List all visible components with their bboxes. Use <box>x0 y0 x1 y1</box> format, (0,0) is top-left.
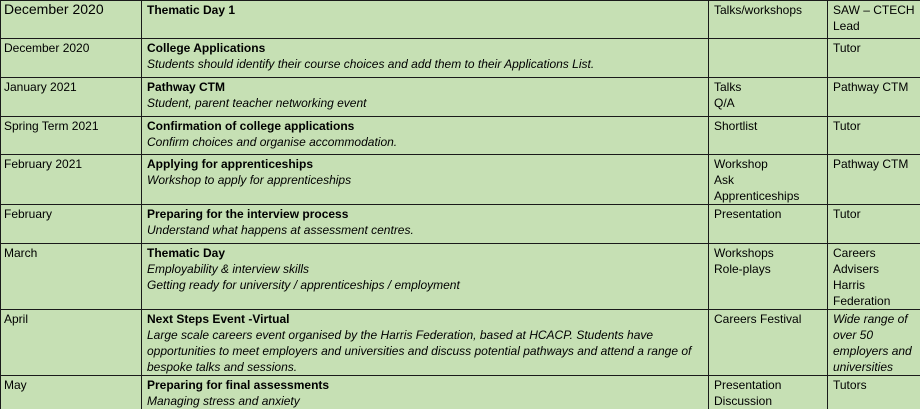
table-row <box>1 310 920 376</box>
activity-title: Thematic Day 1 <box>147 3 236 17</box>
activity-title: Next Steps Event -Virtual <box>147 312 290 326</box>
format-item: Role-plays <box>714 262 771 276</box>
table-row <box>1 155 920 205</box>
lead-item: Pathway CTM <box>833 80 909 94</box>
format-cell <box>709 117 828 155</box>
lead-cell <box>828 1 920 39</box>
date-cell: April <box>1 310 142 376</box>
lead-item: Wide range of <box>833 312 908 326</box>
format-cell <box>709 244 828 310</box>
activity-description: Students should identify their course choices and add them to their Applications List. <box>147 57 595 71</box>
lead-item: Harris <box>833 278 865 292</box>
activity-cell <box>142 1 709 39</box>
activity-description: Employability & interview skills <box>147 262 310 276</box>
format-cell <box>709 1 828 39</box>
activity-title: Confirmation of college applications <box>147 119 355 133</box>
lead-cell <box>828 310 920 376</box>
activity-title: Applying for apprenticeships <box>147 157 314 171</box>
activity-description: Getting ready for university / apprenticeships / employment <box>147 278 460 292</box>
date-cell: February <box>1 205 142 244</box>
lead-item: employers and <box>833 344 912 358</box>
table-row <box>1 244 920 310</box>
activity-title: College Applications <box>147 41 266 55</box>
lead-item: Careers <box>833 246 876 260</box>
activity-description: Large scale careers event organised by the Harris Federation, based at HCACP. Students have <box>147 328 654 342</box>
format-cell <box>709 205 828 244</box>
format-item: Ask <box>714 173 735 187</box>
activity-description: Confirm choices and organise accommodation. <box>147 135 398 149</box>
lead-cell <box>828 39 920 78</box>
activity-description: Workshop to apply for apprenticeships <box>147 173 352 187</box>
date-cell: December 2020 <box>1 1 142 39</box>
format-item: Shortlist <box>714 119 758 133</box>
activity-cell <box>142 78 709 117</box>
format-cell <box>709 39 828 78</box>
activity-cell <box>142 310 709 376</box>
activity-cell <box>142 155 709 205</box>
activity-cell <box>142 117 709 155</box>
activity-description: Managing stress and anxiety <box>147 394 300 408</box>
activity-description: Understand what happens at assessment centres. <box>147 223 414 237</box>
activity-cell <box>142 376 709 409</box>
date-cell: May <box>1 376 142 409</box>
lead-item: Lead <box>833 19 860 33</box>
table-row <box>1 117 920 155</box>
activity-description: bespoke talks and sessions. <box>147 360 298 374</box>
date-cell: February 2021 <box>1 155 142 205</box>
format-item: Apprenticeships <box>714 189 800 203</box>
lead-item: universities <box>833 360 894 374</box>
lead-item: over 50 <box>833 328 874 342</box>
format-cell <box>709 376 828 409</box>
activity-description: opportunities to meet employers and universities and discuss potential pathways and attend a range of <box>147 344 692 358</box>
lead-cell <box>828 117 920 155</box>
lead-item: SAW – CTECH <box>833 3 915 17</box>
activity-title: Pathway CTM <box>147 80 226 94</box>
format-item: Workshop <box>714 157 768 171</box>
date-cell: March <box>1 244 142 310</box>
format-cell <box>709 78 828 117</box>
format-item: Talks/workshops <box>714 3 803 17</box>
lead-item: Pathway CTM <box>833 157 909 171</box>
table-row <box>1 39 920 78</box>
table-row <box>1 376 920 409</box>
lead-item: Tutor <box>833 41 861 55</box>
table-row <box>1 78 920 117</box>
activity-description: Student, parent teacher networking event <box>147 96 367 110</box>
table-body <box>1 1 920 409</box>
date-cell: December 2020 <box>1 39 142 78</box>
lead-cell <box>828 155 920 205</box>
format-item: Talks <box>714 80 742 94</box>
format-item: Presentation <box>714 378 782 392</box>
date-cell: January 2021 <box>1 78 142 117</box>
format-item: Careers Festival <box>714 312 802 326</box>
lead-cell <box>828 244 920 310</box>
activity-title: Thematic Day <box>147 246 226 260</box>
lead-cell <box>828 205 920 244</box>
format-item: Discussion <box>714 394 773 408</box>
lead-item: Tutors <box>833 378 867 392</box>
activity-cell <box>142 205 709 244</box>
lead-item: Federation <box>833 294 891 308</box>
format-item: Q/A <box>714 96 735 110</box>
lead-cell <box>828 78 920 117</box>
format-item: Workshops <box>714 246 774 260</box>
activity-title: Preparing for the interview process <box>147 207 349 221</box>
table-row <box>1 205 920 244</box>
date-cell: Spring Term 2021 <box>1 117 142 155</box>
lead-item: Advisers <box>833 262 880 276</box>
lead-item: Tutor <box>833 207 861 221</box>
lead-cell <box>828 376 920 409</box>
lead-item: Tutor <box>833 119 861 133</box>
activity-cell <box>142 244 709 310</box>
table-row <box>1 1 920 39</box>
activity-cell <box>142 39 709 78</box>
format-cell <box>709 155 828 205</box>
format-cell <box>709 310 828 376</box>
activity-title: Preparing for final assessments <box>147 378 330 392</box>
format-item: Presentation <box>714 207 782 221</box>
